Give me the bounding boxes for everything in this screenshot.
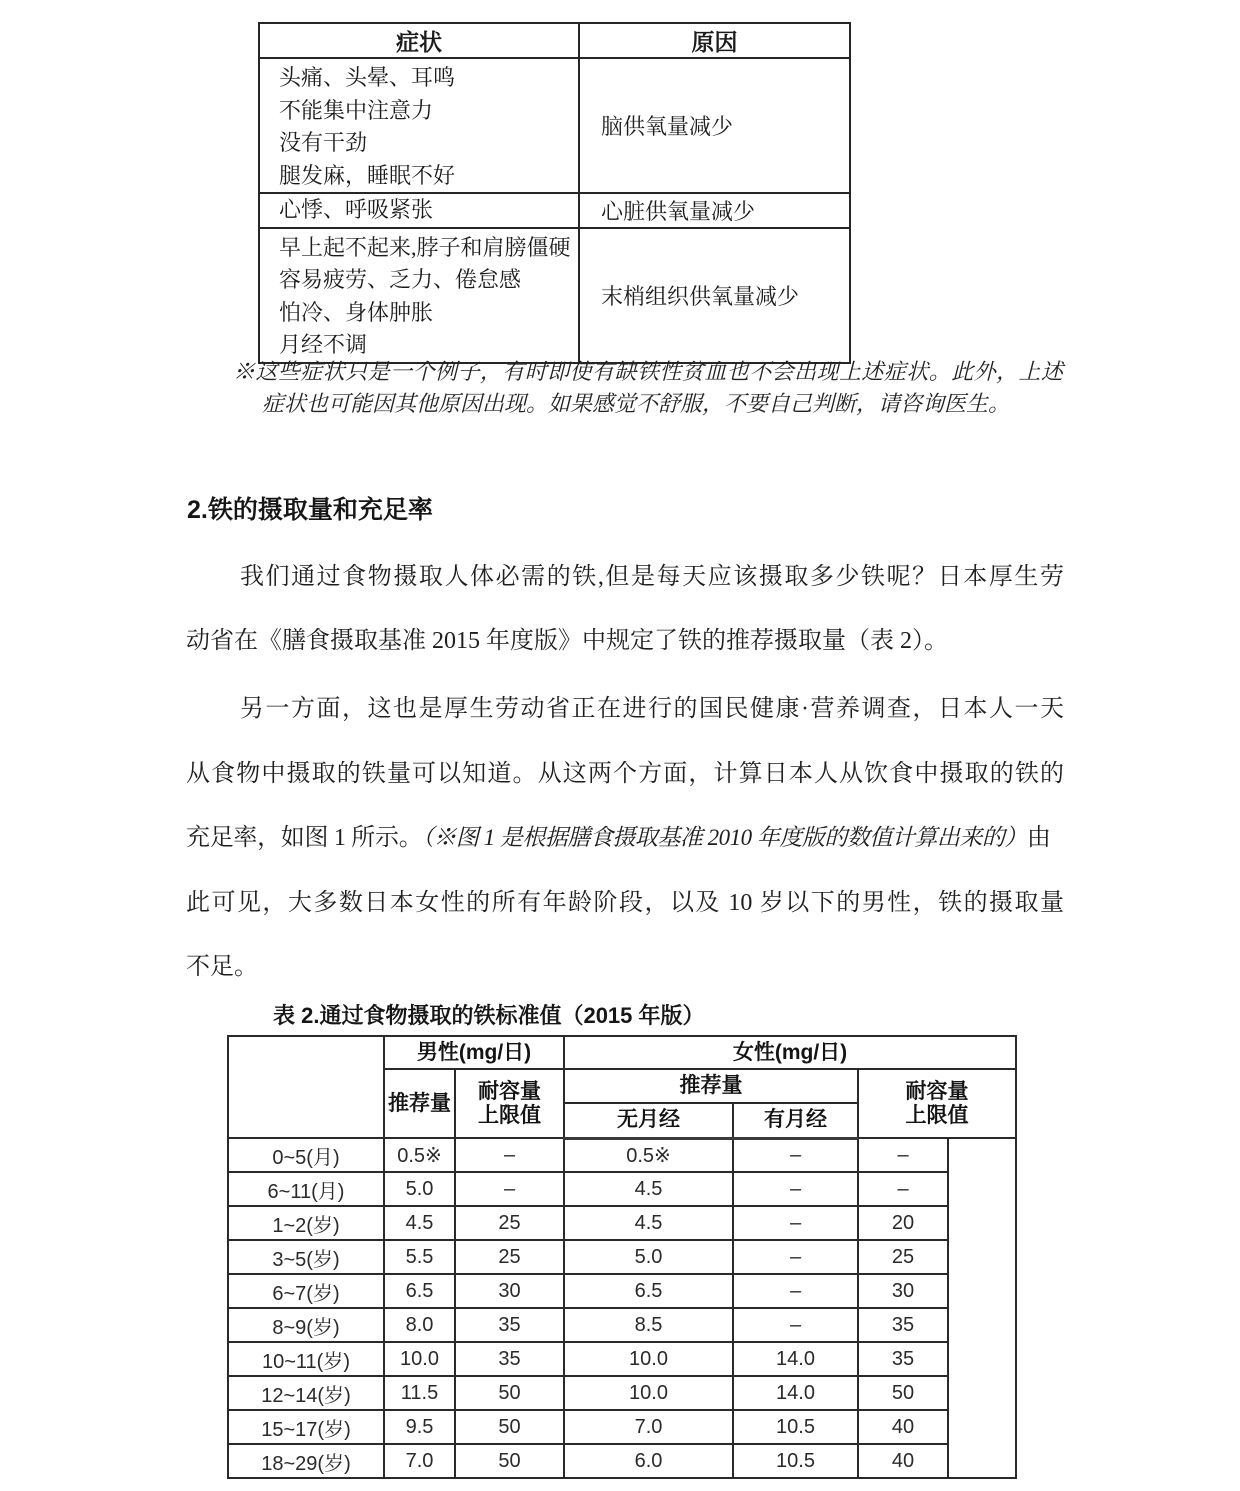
male-upper-limit-cell: 50 <box>455 1410 564 1444</box>
male-upper-limit-cell: 50 <box>455 1376 564 1410</box>
female-upper-limit-cell: 50 <box>858 1376 948 1410</box>
header-line: 耐容量 <box>905 1079 969 1103</box>
table-row <box>228 1274 1016 1308</box>
male-recommended-cell: 10.0 <box>384 1342 455 1376</box>
no-menses-header: 无月经 <box>564 1103 733 1138</box>
symptom-line: 腿发麻，睡眠不好 <box>279 162 456 188</box>
text-line: 我们通过食物摄取人体必需的铁,但是每天应该摄取多少铁呢？日本厚生劳 <box>240 564 1064 590</box>
table-row <box>228 1172 1016 1206</box>
table-right-spacer-cell <box>948 1138 1016 1478</box>
male-recommended-cell: 11.5 <box>384 1376 455 1410</box>
female-no-menses-cell: 8.5 <box>564 1308 733 1342</box>
female-no-menses-cell: 4.5 <box>564 1206 733 1240</box>
male-recommended-cell: 6.5 <box>384 1274 455 1308</box>
female-menses-cell: 14.0 <box>733 1342 858 1376</box>
paragraph-1 <box>186 545 1064 673</box>
symptom-line: 月经不调 <box>279 332 368 357</box>
footnote-line: ※这些症状只是一个例子，有时即使有缺铁性贫血也不会出现上述症状。此外，上述 <box>233 359 1063 384</box>
symptom-line: 早上起不起来,脖子和肩膀僵硬 <box>279 234 571 260</box>
male-upper-limit-cell: – <box>455 1172 564 1206</box>
age-cell: 0~5(月) <box>228 1138 384 1172</box>
iron-table-header-row-1 <box>228 1036 1016 1069</box>
text-line: 动省在《膳食摄取基准 2015 年度版》中规定了铁的推荐摄取量（表 2）。 <box>186 628 948 654</box>
male-recommended-cell: 8.0 <box>384 1308 455 1342</box>
female-upper-limit-cell: – <box>858 1138 948 1172</box>
text-segment: 由 <box>1026 825 1051 851</box>
female-no-menses-cell: 4.5 <box>564 1172 733 1206</box>
female-recommended-header: 推荐量 <box>564 1069 858 1103</box>
female-no-menses-cell: 10.0 <box>564 1342 733 1376</box>
table-row <box>228 1376 1016 1410</box>
symptoms-cell <box>259 193 579 228</box>
female-menses-cell: – <box>733 1308 858 1342</box>
female-menses-cell: – <box>733 1240 858 1274</box>
female-header: 女性(mg/日) <box>564 1036 1016 1069</box>
age-cell: 3~5(岁) <box>228 1240 384 1274</box>
female-no-menses-cell: 6.5 <box>564 1274 733 1308</box>
female-menses-cell: 10.5 <box>733 1410 858 1444</box>
female-no-menses-cell: 5.0 <box>564 1240 733 1274</box>
text-line: 从食物中摄取的铁量可以知道。从这两个方面，计算日本人从饮食中摄取的铁的 <box>186 760 1064 787</box>
header-line: 耐容量 <box>478 1079 541 1103</box>
symptom-line: 没有干劲 <box>279 130 368 155</box>
symptom-line: 容易疲劳、乏力、倦怠感 <box>279 267 522 292</box>
female-menses-cell: – <box>733 1206 858 1240</box>
male-recommended-cell: 7.0 <box>384 1444 455 1478</box>
header-line: 上限值 <box>478 1103 541 1127</box>
cause-cell: 末梢组织供氧量减少 <box>579 228 850 363</box>
symptom-table-footnote <box>233 356 1063 420</box>
age-cell: 15~17(岁) <box>228 1410 384 1444</box>
age-cell: 12~14(岁) <box>228 1376 384 1410</box>
header-line: 上限值 <box>905 1103 969 1127</box>
table-row <box>228 1342 1016 1376</box>
table-row <box>228 1138 1016 1172</box>
age-cell: 1~2(岁) <box>228 1206 384 1240</box>
male-upper-limit-cell: 50 <box>455 1444 564 1478</box>
age-cell: 18~29(岁) <box>228 1444 384 1478</box>
female-menses-cell: – <box>733 1274 858 1308</box>
symptom-column-header: 症状 <box>259 23 579 58</box>
table-row <box>259 58 850 193</box>
cause-column-header: 原因 <box>579 23 850 58</box>
female-upper-limit-cell: 20 <box>858 1206 948 1240</box>
text-line <box>186 806 1064 871</box>
female-menses-cell: – <box>733 1138 858 1172</box>
iron-table-caption: 表 2.通过食物摄取的铁标准值（2015 年版） <box>273 1003 705 1028</box>
table-row <box>259 228 850 363</box>
age-corner-cell <box>228 1036 384 1138</box>
male-upper-limit-cell: 35 <box>455 1308 564 1342</box>
text-segment: 充足率，如图 1 所示。 <box>186 825 423 851</box>
symptom-line: 不能集中注意力 <box>279 97 434 123</box>
female-upper-limit-cell: 35 <box>858 1308 948 1342</box>
female-upper-limit-cell: – <box>858 1172 948 1206</box>
table-row <box>228 1308 1016 1342</box>
male-recommended-cell: 0.5※ <box>384 1138 455 1172</box>
female-no-menses-cell: 10.0 <box>564 1376 733 1410</box>
section-heading: 2.铁的摄取量和充足率 <box>187 496 433 524</box>
female-menses-cell: 14.0 <box>733 1376 858 1410</box>
female-tolerable-upper-limit-header <box>858 1069 1016 1138</box>
male-upper-limit-cell: 25 <box>455 1240 564 1274</box>
female-no-menses-cell: 6.0 <box>564 1444 733 1478</box>
female-upper-limit-cell: 30 <box>858 1274 948 1308</box>
female-menses-cell: 10.5 <box>733 1444 858 1478</box>
male-recommended-cell: 5.0 <box>384 1172 455 1206</box>
male-recommended-cell: 4.5 <box>384 1206 455 1240</box>
table-row <box>259 193 850 228</box>
male-recommended-cell: 5.5 <box>384 1240 455 1274</box>
symptom-line: 怕冷、身体肿胀 <box>279 299 434 325</box>
male-header: 男性(mg/日) <box>384 1036 564 1069</box>
table-row <box>228 1206 1016 1240</box>
symptom-cause-table <box>258 22 851 364</box>
table-row <box>228 1444 1016 1478</box>
age-cell: 10~11(岁) <box>228 1342 384 1376</box>
symptom-line: 心悸、呼吸紧张 <box>279 197 434 222</box>
text-line: 另一方面，这也是厚生劳动省正在进行的国民健康·营养调查，日本人一天 <box>240 696 1064 722</box>
male-recommended-header: 推荐量 <box>384 1069 455 1138</box>
female-menses-cell: – <box>733 1172 858 1206</box>
cause-cell: 脑供氧量减少 <box>579 58 850 193</box>
male-upper-limit-cell: – <box>455 1138 564 1172</box>
male-upper-limit-cell: 35 <box>455 1342 564 1376</box>
female-upper-limit-cell: 40 <box>858 1444 948 1478</box>
female-upper-limit-cell: 40 <box>858 1410 948 1444</box>
symptom-line: 头痛、头晕、耳鸣 <box>279 65 456 90</box>
footnote-line: 症状也可能因其他原因出现。如果感觉不舒服，不要自己判断，请咨询医生。 <box>262 391 1011 416</box>
menses-header: 有月经 <box>733 1103 858 1138</box>
iron-intake-table <box>227 1035 1017 1479</box>
male-recommended-cell: 9.5 <box>384 1410 455 1444</box>
symptoms-cell <box>259 228 579 363</box>
age-cell: 8~9(岁) <box>228 1308 384 1342</box>
female-upper-limit-cell: 35 <box>858 1342 948 1376</box>
age-cell: 6~7(岁) <box>228 1274 384 1308</box>
age-cell: 6~11(月) <box>228 1172 384 1206</box>
symptoms-cell <box>259 58 579 193</box>
text-segment-italic: （※图 1 是根据膳食摄取基准 2010 年度版的数值计算出来的） <box>422 825 1027 850</box>
paragraph-2 <box>186 677 1064 1000</box>
female-no-menses-cell: 0.5※ <box>564 1138 733 1172</box>
cause-cell: 心脏供氧量减少 <box>579 193 850 228</box>
symptom-table-header-row <box>259 23 850 58</box>
text-line: 此可见，大多数日本女性的所有年龄阶段，以及 10 岁以下的男性，铁的摄取量 <box>186 889 1064 916</box>
female-no-menses-cell: 7.0 <box>564 1410 733 1444</box>
table-row <box>228 1410 1016 1444</box>
female-upper-limit-cell: 25 <box>858 1240 948 1274</box>
male-upper-limit-cell: 25 <box>455 1206 564 1240</box>
male-tolerable-upper-limit-header <box>455 1069 564 1138</box>
text-line: 不足。 <box>186 954 258 980</box>
male-upper-limit-cell: 30 <box>455 1274 564 1308</box>
table-row <box>228 1240 1016 1274</box>
